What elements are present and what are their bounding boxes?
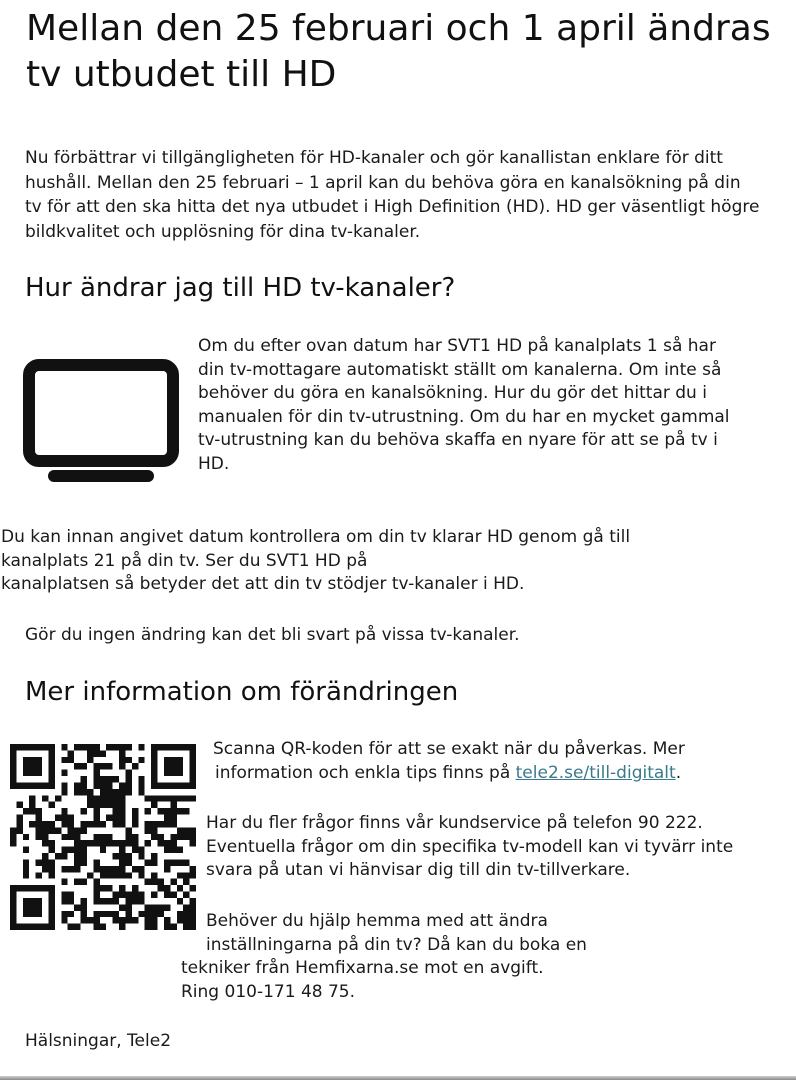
qr-paragraph	[213, 738, 773, 785]
bottom-rule	[0, 1076, 796, 1080]
qr-line-suffix: .	[675, 762, 682, 783]
hd-check-line: Du kan innan angivet datum kontrollera om din tv klarar HD genom gå till	[1, 527, 631, 547]
warning-text: Gör du ingen ändring kan det bli svart på vissa tv-kanaler.	[25, 625, 520, 645]
qr-line	[213, 762, 773, 786]
hd-check-line: kanalplats 21 på din tv. Ser du SVT1 HD på	[1, 550, 368, 571]
section-heading-hd: Hur ändrar jag till HD tv-kanaler?	[25, 273, 456, 303]
support-line: Har du fler frågor finns vår kundservice på telefon 90 222.	[206, 813, 703, 833]
qr-line: Scanna QR-koden för att se exakt när du påverkas. Mer	[213, 739, 685, 759]
section-heading-info: Mer information om förändringen	[25, 677, 459, 707]
tele2-link[interactable]: tele2.se/till-digitalt	[515, 762, 676, 783]
help-line: Ring 010-171 48 75.	[181, 981, 356, 1002]
page-title: Mellan den 25 februari och 1 april ändras tv utbudet till HD	[26, 8, 771, 95]
help-line: inställningarna på din tv? Då kan du boka en	[206, 934, 587, 955]
hd-check-paragraph	[1, 526, 721, 597]
hd-instructions: Om du efter ovan datum har SVT1 HD på kanalplats 1 så har din tv-mottagare automatiskt ställt om kanalerna. Om inte så behöver du göra en kanalsökning. Hur du gör det hittar du i manualen för din tv-utrustning. Om du har en mycket gammal tv-utrustning kan du behöva skaffa en nyare för att se på tv i HD.	[198, 336, 730, 474]
hd-check-line: kanalplatsen så betyder det att din tv stödjer tv-kanaler i HD.	[1, 574, 525, 594]
support-line: svara på utan vi hänvisar dig till din tv-tillverkare.	[206, 860, 631, 880]
qr-code-icon[interactable]	[10, 744, 196, 930]
help-line: tekniker från Hemfixarna.se mot en avgift.	[181, 958, 544, 978]
help-line: Behöver du hjälp hemma med att ändra	[206, 911, 548, 931]
qr-line-text: information och enkla tips finns på	[215, 762, 516, 783]
help-paragraph	[181, 910, 701, 1004]
tv-icon	[22, 358, 180, 486]
intro-paragraph: Nu förbättrar vi tillgängligheten för HD-kanaler och gör kanallistan enklare för ditt hushåll. Mellan den 25 februari – 1 april kan du behöva göra en kanalsökning på din tv för att den ska hitta det nya utbudet i High Definition (HD). HD ger väsentligt högre bildkvalitet och upplösning för dina tv-kanaler.	[25, 148, 760, 242]
support-paragraph	[206, 812, 781, 883]
signoff: Hälsningar, Tele2	[25, 1031, 172, 1051]
support-line: Eventuella frågor om din specifika tv-modell kan vi tyvärr inte	[206, 836, 734, 857]
